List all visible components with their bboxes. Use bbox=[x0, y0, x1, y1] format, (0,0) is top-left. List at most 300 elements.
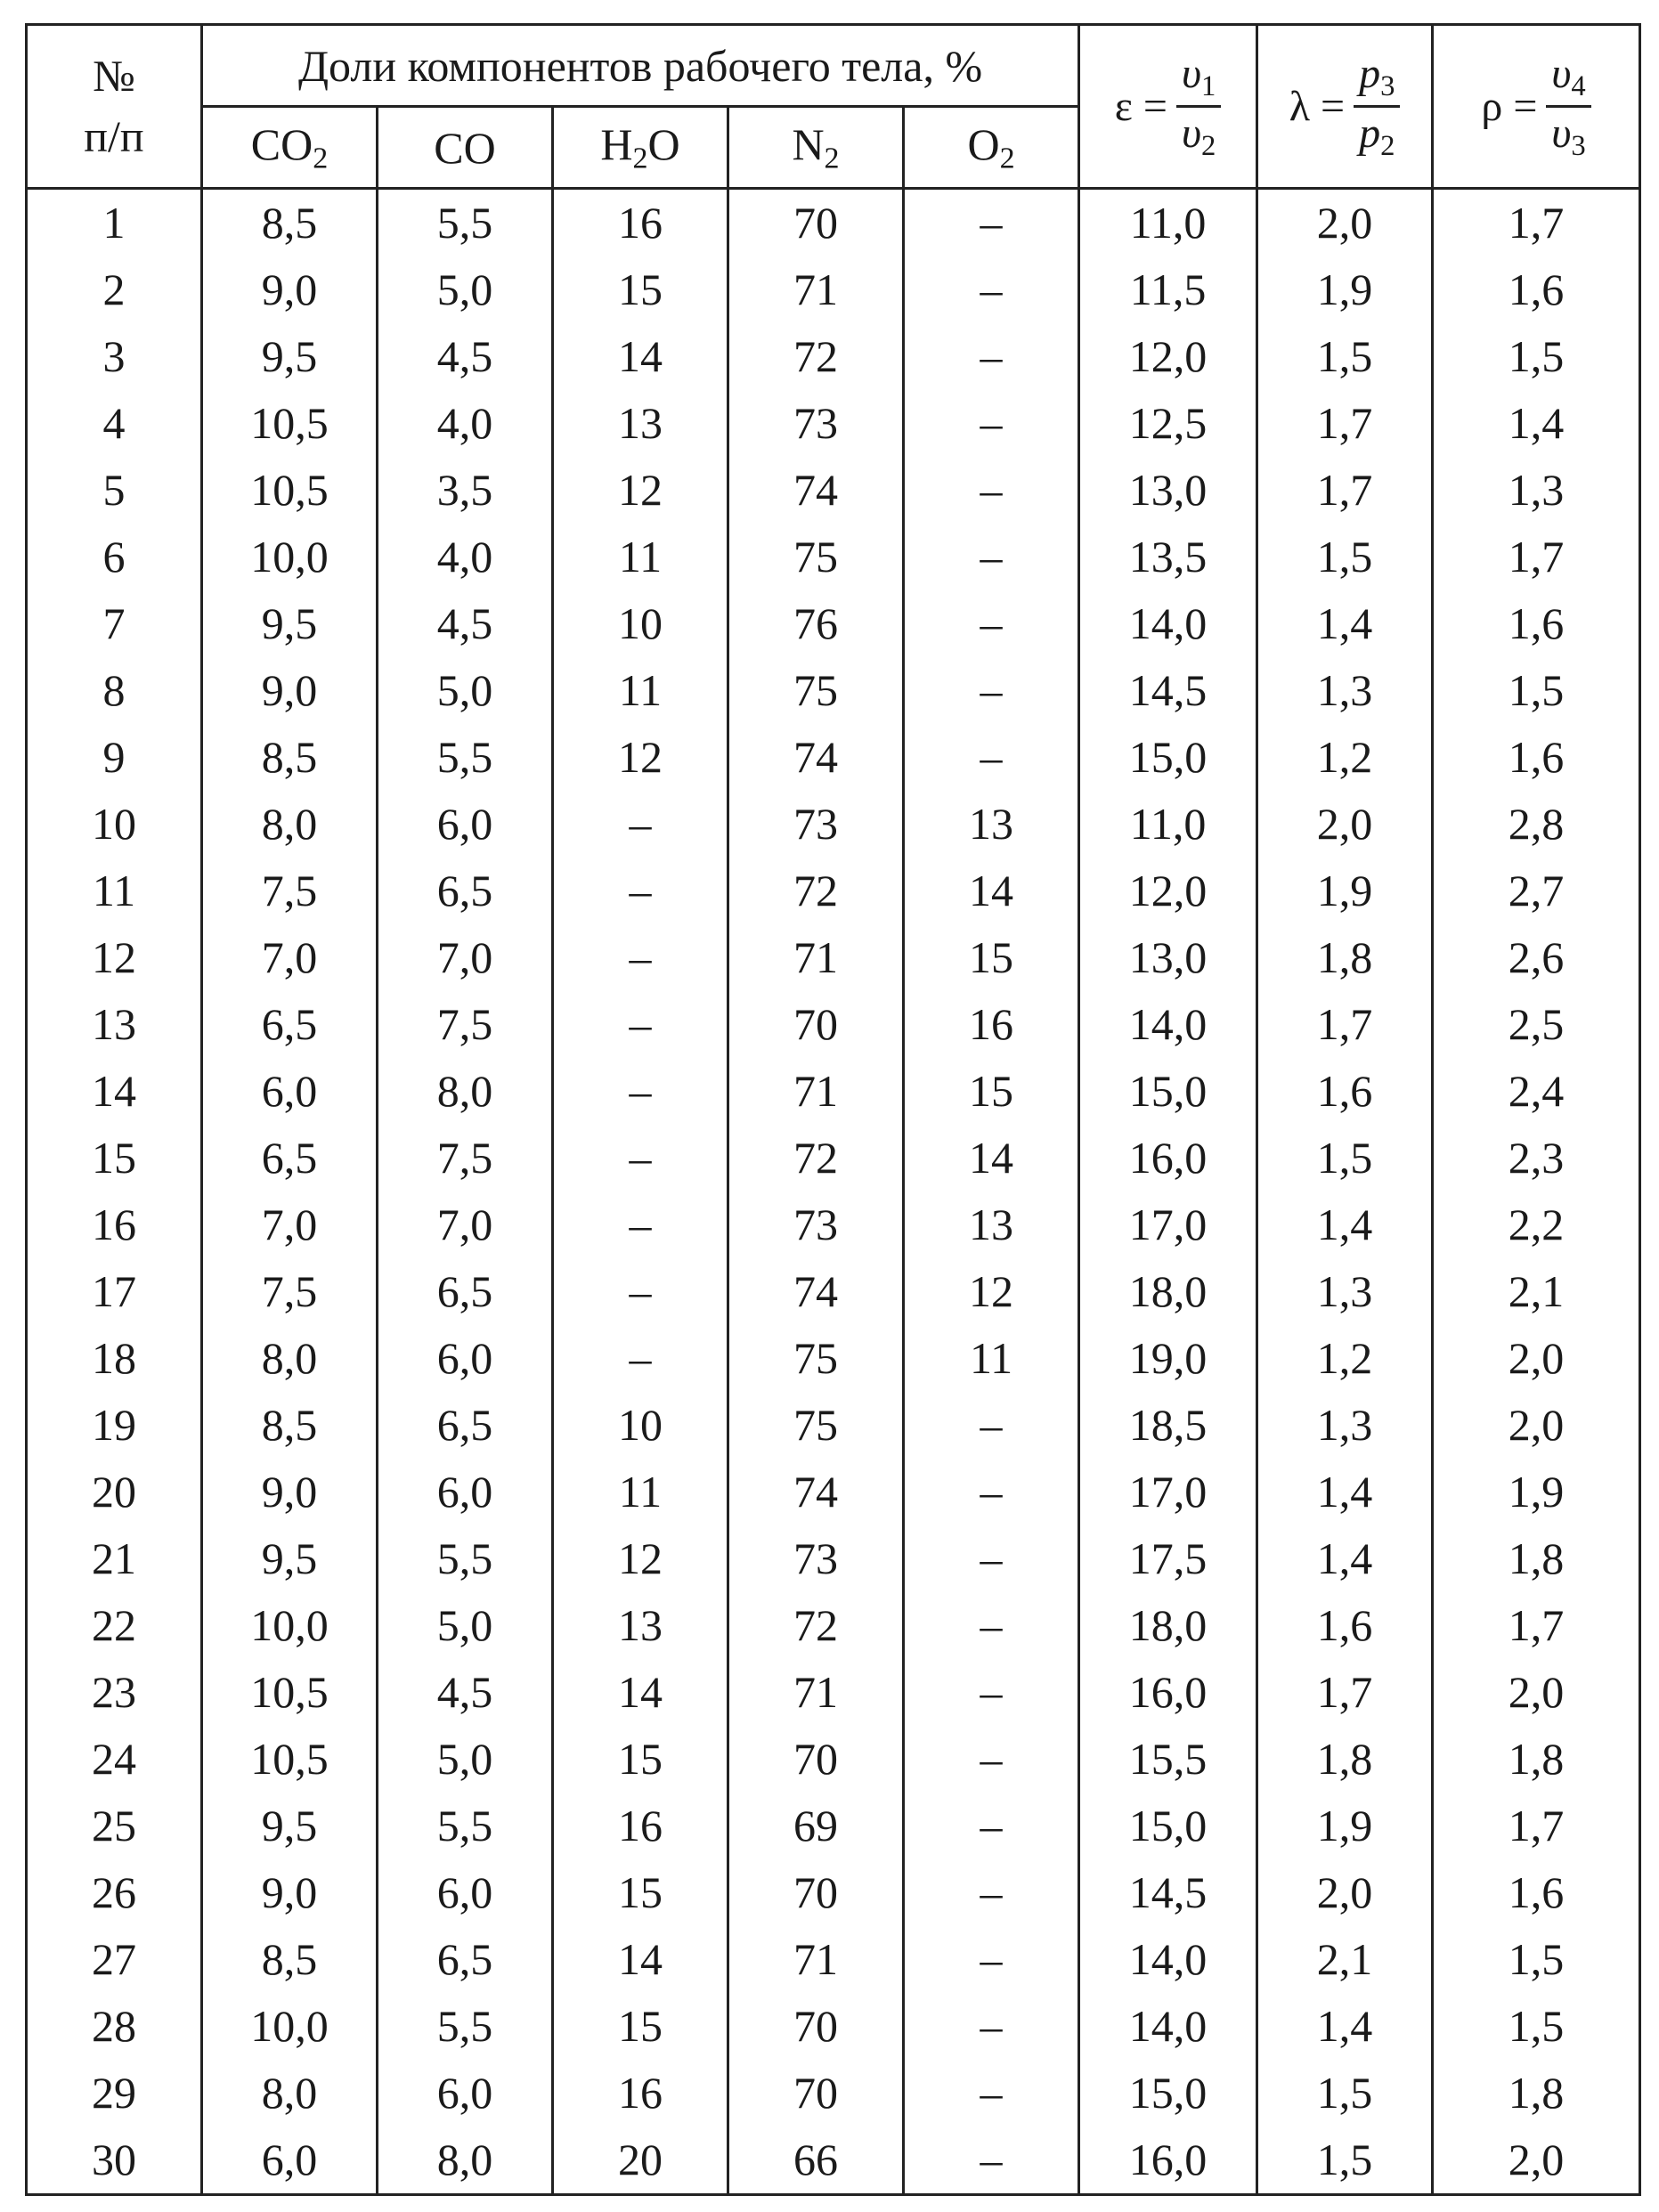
row-number: 8 bbox=[27, 657, 202, 724]
h2o-cell: 15 bbox=[553, 256, 728, 323]
rho-cell: 1,5 bbox=[1433, 323, 1640, 390]
co2-cell: 7,0 bbox=[202, 1191, 378, 1258]
epsilon-cell: 18,5 bbox=[1079, 1392, 1257, 1459]
n2-cell: 75 bbox=[728, 1325, 904, 1392]
rho-cell: 1,6 bbox=[1433, 724, 1640, 791]
table-row bbox=[27, 1793, 1640, 1859]
epsilon-cell: 11,0 bbox=[1079, 189, 1257, 257]
table-row bbox=[27, 1726, 1640, 1793]
n2-cell: 70 bbox=[728, 189, 904, 257]
o2-cell: 16 bbox=[904, 991, 1079, 1058]
row-number: 12 bbox=[27, 924, 202, 991]
row-number: 5 bbox=[27, 457, 202, 524]
co2-cell: 9,5 bbox=[202, 590, 378, 657]
row-number: 24 bbox=[27, 1726, 202, 1793]
h2o-cell: 13 bbox=[553, 1592, 728, 1659]
epsilon-cell: 18,0 bbox=[1079, 1592, 1257, 1659]
table-row bbox=[27, 1993, 1640, 2060]
table-row bbox=[27, 1859, 1640, 1926]
lambda-cell: 1,7 bbox=[1257, 390, 1433, 457]
epsilon-cell: 14,0 bbox=[1079, 991, 1257, 1058]
epsilon-cell: 15,5 bbox=[1079, 1726, 1257, 1793]
co2-cell: 9,0 bbox=[202, 657, 378, 724]
n2-cell: 72 bbox=[728, 858, 904, 924]
n2-cell: 73 bbox=[728, 791, 904, 858]
rho-cell: 1,5 bbox=[1433, 1993, 1640, 2060]
o2-cell: 13 bbox=[904, 1191, 1079, 1258]
row-number: 3 bbox=[27, 323, 202, 390]
row-number: 10 bbox=[27, 791, 202, 858]
o2-cell: – bbox=[904, 1993, 1079, 2060]
epsilon-cell: 15,0 bbox=[1079, 1793, 1257, 1859]
rho-cell: 1,3 bbox=[1433, 457, 1640, 524]
h2o-cell: 15 bbox=[553, 1726, 728, 1793]
row-number: 7 bbox=[27, 590, 202, 657]
lambda-cell: 1,9 bbox=[1257, 1793, 1433, 1859]
epsilon-cell: 15,0 bbox=[1079, 2060, 1257, 2127]
lambda-cell: 2,0 bbox=[1257, 189, 1433, 257]
h2o-cell: 15 bbox=[553, 1993, 728, 2060]
epsilon-cell: 14,0 bbox=[1079, 1993, 1257, 2060]
n2-cell: 72 bbox=[728, 1592, 904, 1659]
co-cell: 5,0 bbox=[378, 1726, 553, 1793]
table-row bbox=[27, 924, 1640, 991]
co2-cell: 10,5 bbox=[202, 457, 378, 524]
epsilon-cell: 12,0 bbox=[1079, 323, 1257, 390]
rho-cell: 1,9 bbox=[1433, 1459, 1640, 1525]
epsilon-cell: 15,0 bbox=[1079, 1058, 1257, 1125]
epsilon-denominator: $\upsilon_2$ bbox=[1181, 110, 1216, 163]
co-cell: 5,5 bbox=[378, 1993, 553, 2060]
lambda-numerator: $p_3$ bbox=[1354, 52, 1400, 108]
row-number: 13 bbox=[27, 991, 202, 1058]
lambda-cell: 1,5 bbox=[1257, 2060, 1433, 2127]
co-cell: 5,0 bbox=[378, 1592, 553, 1659]
n2-cell: 71 bbox=[728, 1926, 904, 1993]
co-cell: 4,5 bbox=[378, 590, 553, 657]
table-row bbox=[27, 1926, 1640, 1993]
table-row bbox=[27, 323, 1640, 390]
rho-cell: 1,7 bbox=[1433, 189, 1640, 257]
lambda-cell: 1,3 bbox=[1257, 1258, 1433, 1325]
lambda-cell: 1,9 bbox=[1257, 256, 1433, 323]
n2-cell: 74 bbox=[728, 724, 904, 791]
table-row bbox=[27, 1125, 1640, 1191]
n2-cell: 71 bbox=[728, 1058, 904, 1125]
rho-cell: 2,0 bbox=[1433, 1392, 1640, 1459]
lambda-cell: 1,4 bbox=[1257, 1993, 1433, 2060]
o2-cell: – bbox=[904, 323, 1079, 390]
header-number-line1: № bbox=[93, 51, 135, 101]
header-n2: $N_2$ bbox=[728, 107, 904, 189]
row-number: 17 bbox=[27, 1258, 202, 1325]
n2-cell: 70 bbox=[728, 991, 904, 1058]
h2o-cell: 20 bbox=[553, 2127, 728, 2195]
epsilon-cell: 19,0 bbox=[1079, 1325, 1257, 1392]
epsilon-cell: 11,0 bbox=[1079, 791, 1257, 858]
epsilon-cell: 11,5 bbox=[1079, 256, 1257, 323]
epsilon-cell: 14,5 bbox=[1079, 657, 1257, 724]
n2-cell: 76 bbox=[728, 590, 904, 657]
lambda-cell: 1,8 bbox=[1257, 1726, 1433, 1793]
row-number: 30 bbox=[27, 2127, 202, 2195]
table-row bbox=[27, 724, 1640, 791]
row-number: 19 bbox=[27, 1392, 202, 1459]
header-co2: $CO_2$ bbox=[202, 107, 378, 189]
epsilon-cell: 14,5 bbox=[1079, 1859, 1257, 1926]
h2o-cell: – bbox=[553, 1058, 728, 1125]
lambda-cell: 2,1 bbox=[1257, 1926, 1433, 1993]
header-lambda bbox=[1257, 25, 1433, 189]
co2-cell: 9,5 bbox=[202, 1525, 378, 1592]
co-cell: 6,0 bbox=[378, 1325, 553, 1392]
co-cell: 4,5 bbox=[378, 1659, 553, 1726]
h2o-cell: 16 bbox=[553, 2060, 728, 2127]
table-row bbox=[27, 590, 1640, 657]
table-row bbox=[27, 256, 1640, 323]
co2-cell: 7,5 bbox=[202, 1258, 378, 1325]
rho-cell: 1,7 bbox=[1433, 1592, 1640, 1659]
co-cell: 4,0 bbox=[378, 524, 553, 590]
co-cell: 5,5 bbox=[378, 1525, 553, 1592]
h2o-cell: 12 bbox=[553, 1525, 728, 1592]
co2-cell: 6,0 bbox=[202, 2127, 378, 2195]
header-h2o: $H_2O$ bbox=[553, 107, 728, 189]
row-number: 9 bbox=[27, 724, 202, 791]
n2-cell: 70 bbox=[728, 1726, 904, 1793]
lambda-cell: 1,2 bbox=[1257, 724, 1433, 791]
rho-cell: 1,6 bbox=[1433, 1859, 1640, 1926]
co2-cell: 10,5 bbox=[202, 1726, 378, 1793]
o2-cell: – bbox=[904, 724, 1079, 791]
row-number: 22 bbox=[27, 1592, 202, 1659]
co2-cell: 9,5 bbox=[202, 323, 378, 390]
co-cell: 6,5 bbox=[378, 858, 553, 924]
row-number: 1 bbox=[27, 189, 202, 257]
rho-cell: 2,2 bbox=[1433, 1191, 1640, 1258]
lambda-cell: 1,6 bbox=[1257, 1058, 1433, 1125]
rho-cell: 2,0 bbox=[1433, 1325, 1640, 1392]
table-row bbox=[27, 2127, 1640, 2195]
o2-cell: – bbox=[904, 1659, 1079, 1726]
co-cell: 6,0 bbox=[378, 1859, 553, 1926]
epsilon-cell: 12,5 bbox=[1079, 390, 1257, 457]
table-row bbox=[27, 1392, 1640, 1459]
epsilon-cell: 17,0 bbox=[1079, 1459, 1257, 1525]
o2-cell: – bbox=[904, 189, 1079, 257]
row-number: 20 bbox=[27, 1459, 202, 1525]
rho-cell: 2,7 bbox=[1433, 858, 1640, 924]
h2o-cell: – bbox=[553, 991, 728, 1058]
n2-cell: 73 bbox=[728, 1525, 904, 1592]
rho-cell: 1,8 bbox=[1433, 2060, 1640, 2127]
h2o-cell: 11 bbox=[553, 657, 728, 724]
lambda-cell: 1,7 bbox=[1257, 1659, 1433, 1726]
n2-cell: 69 bbox=[728, 1793, 904, 1859]
o2-cell: – bbox=[904, 1793, 1079, 1859]
h2o-cell: – bbox=[553, 858, 728, 924]
o2-cell: 15 bbox=[904, 1058, 1079, 1125]
epsilon-numerator: $\upsilon_1$ bbox=[1176, 52, 1221, 108]
rho-cell: 1,8 bbox=[1433, 1525, 1640, 1592]
data-table bbox=[25, 23, 1641, 2196]
o2-cell: – bbox=[904, 1392, 1079, 1459]
co2-cell: 6,0 bbox=[202, 1058, 378, 1125]
table-row bbox=[27, 1459, 1640, 1525]
row-number: 14 bbox=[27, 1058, 202, 1125]
rho-cell: 2,0 bbox=[1433, 2127, 1640, 2195]
table-body bbox=[27, 189, 1640, 2195]
n2-cell: 72 bbox=[728, 323, 904, 390]
h2o-cell: 16 bbox=[553, 189, 728, 257]
o2-cell: – bbox=[904, 1726, 1079, 1793]
lambda-cell: 2,0 bbox=[1257, 791, 1433, 858]
o2-cell: – bbox=[904, 390, 1079, 457]
rho-cell: 1,5 bbox=[1433, 1926, 1640, 1993]
lambda-cell: 1,8 bbox=[1257, 924, 1433, 991]
o2-cell: – bbox=[904, 590, 1079, 657]
table-row bbox=[27, 1325, 1640, 1392]
h2o-cell: 14 bbox=[553, 1926, 728, 1993]
row-number: 28 bbox=[27, 1993, 202, 2060]
rho-cell: 1,6 bbox=[1433, 256, 1640, 323]
co-cell: 5,0 bbox=[378, 256, 553, 323]
o2-cell: – bbox=[904, 1459, 1079, 1525]
o2-cell: 13 bbox=[904, 791, 1079, 858]
header-components-group: Доли компонентов рабочего тела, % bbox=[202, 25, 1079, 107]
table-row bbox=[27, 1058, 1640, 1125]
epsilon-cell: 17,5 bbox=[1079, 1525, 1257, 1592]
n2-cell: 73 bbox=[728, 1191, 904, 1258]
h2o-cell: 11 bbox=[553, 524, 728, 590]
h2o-cell: 13 bbox=[553, 390, 728, 457]
h2o-cell: 11 bbox=[553, 1459, 728, 1525]
lambda-cell: 1,5 bbox=[1257, 2127, 1433, 2195]
co-cell: 6,0 bbox=[378, 2060, 553, 2127]
header-rho bbox=[1433, 25, 1640, 189]
row-number: 27 bbox=[27, 1926, 202, 1993]
h2o-cell: 14 bbox=[553, 323, 728, 390]
rho-cell: 1,7 bbox=[1433, 1793, 1640, 1859]
rho-cell: 2,6 bbox=[1433, 924, 1640, 991]
co-cell: 6,0 bbox=[378, 1459, 553, 1525]
n2-cell: 72 bbox=[728, 1125, 904, 1191]
co-cell: 6,5 bbox=[378, 1392, 553, 1459]
o2-cell: – bbox=[904, 2060, 1079, 2127]
o2-cell: – bbox=[904, 457, 1079, 524]
header-co: CO bbox=[378, 107, 553, 189]
n2-cell: 74 bbox=[728, 1459, 904, 1525]
n2-cell: 75 bbox=[728, 1392, 904, 1459]
lambda-cell: 1,4 bbox=[1257, 1191, 1433, 1258]
h2o-cell: – bbox=[553, 1191, 728, 1258]
lambda-cell: 1,3 bbox=[1257, 1392, 1433, 1459]
row-number: 11 bbox=[27, 858, 202, 924]
epsilon-cell: 12,0 bbox=[1079, 858, 1257, 924]
table-row bbox=[27, 390, 1640, 457]
co-cell: 5,0 bbox=[378, 657, 553, 724]
lambda-cell: 1,5 bbox=[1257, 524, 1433, 590]
co2-cell: 9,0 bbox=[202, 1459, 378, 1525]
lambda-cell: 1,5 bbox=[1257, 1125, 1433, 1191]
co2-cell: 8,5 bbox=[202, 724, 378, 791]
n2-cell: 70 bbox=[728, 1993, 904, 2060]
co2-cell: 7,0 bbox=[202, 924, 378, 991]
rho-symbol: ρ = bbox=[1481, 83, 1538, 130]
table-row bbox=[27, 1659, 1640, 1726]
rho-cell: 1,6 bbox=[1433, 590, 1640, 657]
h2o-cell: 12 bbox=[553, 457, 728, 524]
co-cell: 7,0 bbox=[378, 924, 553, 991]
h2o-cell: 10 bbox=[553, 1392, 728, 1459]
table-row bbox=[27, 1191, 1640, 1258]
rho-cell: 1,5 bbox=[1433, 657, 1640, 724]
table-row bbox=[27, 2060, 1640, 2127]
lambda-cell: 1,2 bbox=[1257, 1325, 1433, 1392]
co-cell: 8,0 bbox=[378, 2127, 553, 2195]
o2-cell: 11 bbox=[904, 1325, 1079, 1392]
epsilon-cell: 14,0 bbox=[1079, 1926, 1257, 1993]
h2o-cell: – bbox=[553, 791, 728, 858]
co2-cell: 6,5 bbox=[202, 991, 378, 1058]
co2-cell: 7,5 bbox=[202, 858, 378, 924]
epsilon-cell: 13,5 bbox=[1079, 524, 1257, 590]
co-cell: 7,0 bbox=[378, 1191, 553, 1258]
h2o-cell: 12 bbox=[553, 724, 728, 791]
table-row bbox=[27, 991, 1640, 1058]
table-row bbox=[27, 1258, 1640, 1325]
epsilon-cell: 14,0 bbox=[1079, 590, 1257, 657]
rho-cell: 2,8 bbox=[1433, 791, 1640, 858]
row-number: 21 bbox=[27, 1525, 202, 1592]
epsilon-cell: 13,0 bbox=[1079, 924, 1257, 991]
lambda-symbol: λ = bbox=[1289, 83, 1346, 130]
o2-cell: – bbox=[904, 1592, 1079, 1659]
h2o-cell: – bbox=[553, 1125, 728, 1191]
n2-cell: 70 bbox=[728, 2060, 904, 2127]
h2o-cell: – bbox=[553, 1325, 728, 1392]
header-number bbox=[27, 25, 202, 189]
rho-cell: 1,4 bbox=[1433, 390, 1640, 457]
rho-cell: 1,8 bbox=[1433, 1726, 1640, 1793]
rho-cell: 1,7 bbox=[1433, 524, 1640, 590]
co2-cell: 8,5 bbox=[202, 1926, 378, 1993]
epsilon-cell: 16,0 bbox=[1079, 1659, 1257, 1726]
lambda-cell: 1,4 bbox=[1257, 1459, 1433, 1525]
rho-cell: 2,3 bbox=[1433, 1125, 1640, 1191]
co2-cell: 8,0 bbox=[202, 2060, 378, 2127]
lambda-cell: 1,6 bbox=[1257, 1592, 1433, 1659]
co2-cell: 8,5 bbox=[202, 1392, 378, 1459]
row-number: 18 bbox=[27, 1325, 202, 1392]
lambda-cell: 1,9 bbox=[1257, 858, 1433, 924]
row-number: 2 bbox=[27, 256, 202, 323]
co-cell: 5,5 bbox=[378, 724, 553, 791]
n2-cell: 73 bbox=[728, 390, 904, 457]
table-row bbox=[27, 657, 1640, 724]
row-number: 29 bbox=[27, 2060, 202, 2127]
table-row bbox=[27, 1525, 1640, 1592]
table-row bbox=[27, 457, 1640, 524]
h2o-cell: – bbox=[553, 924, 728, 991]
lambda-cell: 1,7 bbox=[1257, 991, 1433, 1058]
n2-cell: 71 bbox=[728, 924, 904, 991]
co-cell: 3,5 bbox=[378, 457, 553, 524]
co-cell: 5,5 bbox=[378, 189, 553, 257]
rho-cell: 2,1 bbox=[1433, 1258, 1640, 1325]
lambda-cell: 2,0 bbox=[1257, 1859, 1433, 1926]
epsilon-cell: 13,0 bbox=[1079, 457, 1257, 524]
co2-cell: 8,0 bbox=[202, 791, 378, 858]
co2-cell: 8,5 bbox=[202, 189, 378, 257]
epsilon-cell: 15,0 bbox=[1079, 724, 1257, 791]
epsilon-cell: 18,0 bbox=[1079, 1258, 1257, 1325]
rho-numerator: $\upsilon_4$ bbox=[1546, 52, 1590, 108]
row-number: 15 bbox=[27, 1125, 202, 1191]
co-cell: 6,5 bbox=[378, 1258, 553, 1325]
h2o-cell: 15 bbox=[553, 1859, 728, 1926]
co-cell: 4,5 bbox=[378, 323, 553, 390]
co2-cell: 10,5 bbox=[202, 1659, 378, 1726]
row-number: 26 bbox=[27, 1859, 202, 1926]
co-cell: 5,5 bbox=[378, 1793, 553, 1859]
o2-cell: 14 bbox=[904, 1125, 1079, 1191]
n2-cell: 66 bbox=[728, 2127, 904, 2195]
o2-cell: – bbox=[904, 256, 1079, 323]
lambda-cell: 1,7 bbox=[1257, 457, 1433, 524]
h2o-cell: 16 bbox=[553, 1793, 728, 1859]
lambda-cell: 1,4 bbox=[1257, 590, 1433, 657]
table-row bbox=[27, 858, 1640, 924]
row-number: 25 bbox=[27, 1793, 202, 1859]
o2-cell: 15 bbox=[904, 924, 1079, 991]
header-number-line2: п/п bbox=[84, 110, 144, 161]
rho-denominator: $\upsilon_3$ bbox=[1551, 110, 1586, 163]
header-o2: $O_2$ bbox=[904, 107, 1079, 189]
table-header bbox=[27, 25, 1640, 189]
n2-cell: 71 bbox=[728, 1659, 904, 1726]
n2-cell: 70 bbox=[728, 1859, 904, 1926]
co2-cell: 9,5 bbox=[202, 1793, 378, 1859]
epsilon-symbol: ε = bbox=[1114, 83, 1167, 130]
epsilon-cell: 16,0 bbox=[1079, 1125, 1257, 1191]
co-cell: 6,0 bbox=[378, 791, 553, 858]
co-cell: 4,0 bbox=[378, 390, 553, 457]
h2o-cell: – bbox=[553, 1258, 728, 1325]
o2-cell: – bbox=[904, 2127, 1079, 2195]
co-cell: 7,5 bbox=[378, 991, 553, 1058]
table-row bbox=[27, 791, 1640, 858]
table-row bbox=[27, 524, 1640, 590]
rho-cell: 2,4 bbox=[1433, 1058, 1640, 1125]
table-row bbox=[27, 189, 1640, 257]
epsilon-cell: 17,0 bbox=[1079, 1191, 1257, 1258]
co2-cell: 10,0 bbox=[202, 1993, 378, 2060]
co2-cell: 6,5 bbox=[202, 1125, 378, 1191]
lambda-cell: 1,4 bbox=[1257, 1525, 1433, 1592]
o2-cell: 14 bbox=[904, 858, 1079, 924]
o2-cell: 12 bbox=[904, 1258, 1079, 1325]
row-number: 4 bbox=[27, 390, 202, 457]
n2-cell: 74 bbox=[728, 1258, 904, 1325]
o2-cell: – bbox=[904, 1926, 1079, 1993]
h2o-cell: 10 bbox=[553, 590, 728, 657]
co2-cell: 9,0 bbox=[202, 256, 378, 323]
n2-cell: 74 bbox=[728, 457, 904, 524]
rho-cell: 2,0 bbox=[1433, 1659, 1640, 1726]
co-cell: 6,5 bbox=[378, 1926, 553, 1993]
o2-cell: – bbox=[904, 657, 1079, 724]
